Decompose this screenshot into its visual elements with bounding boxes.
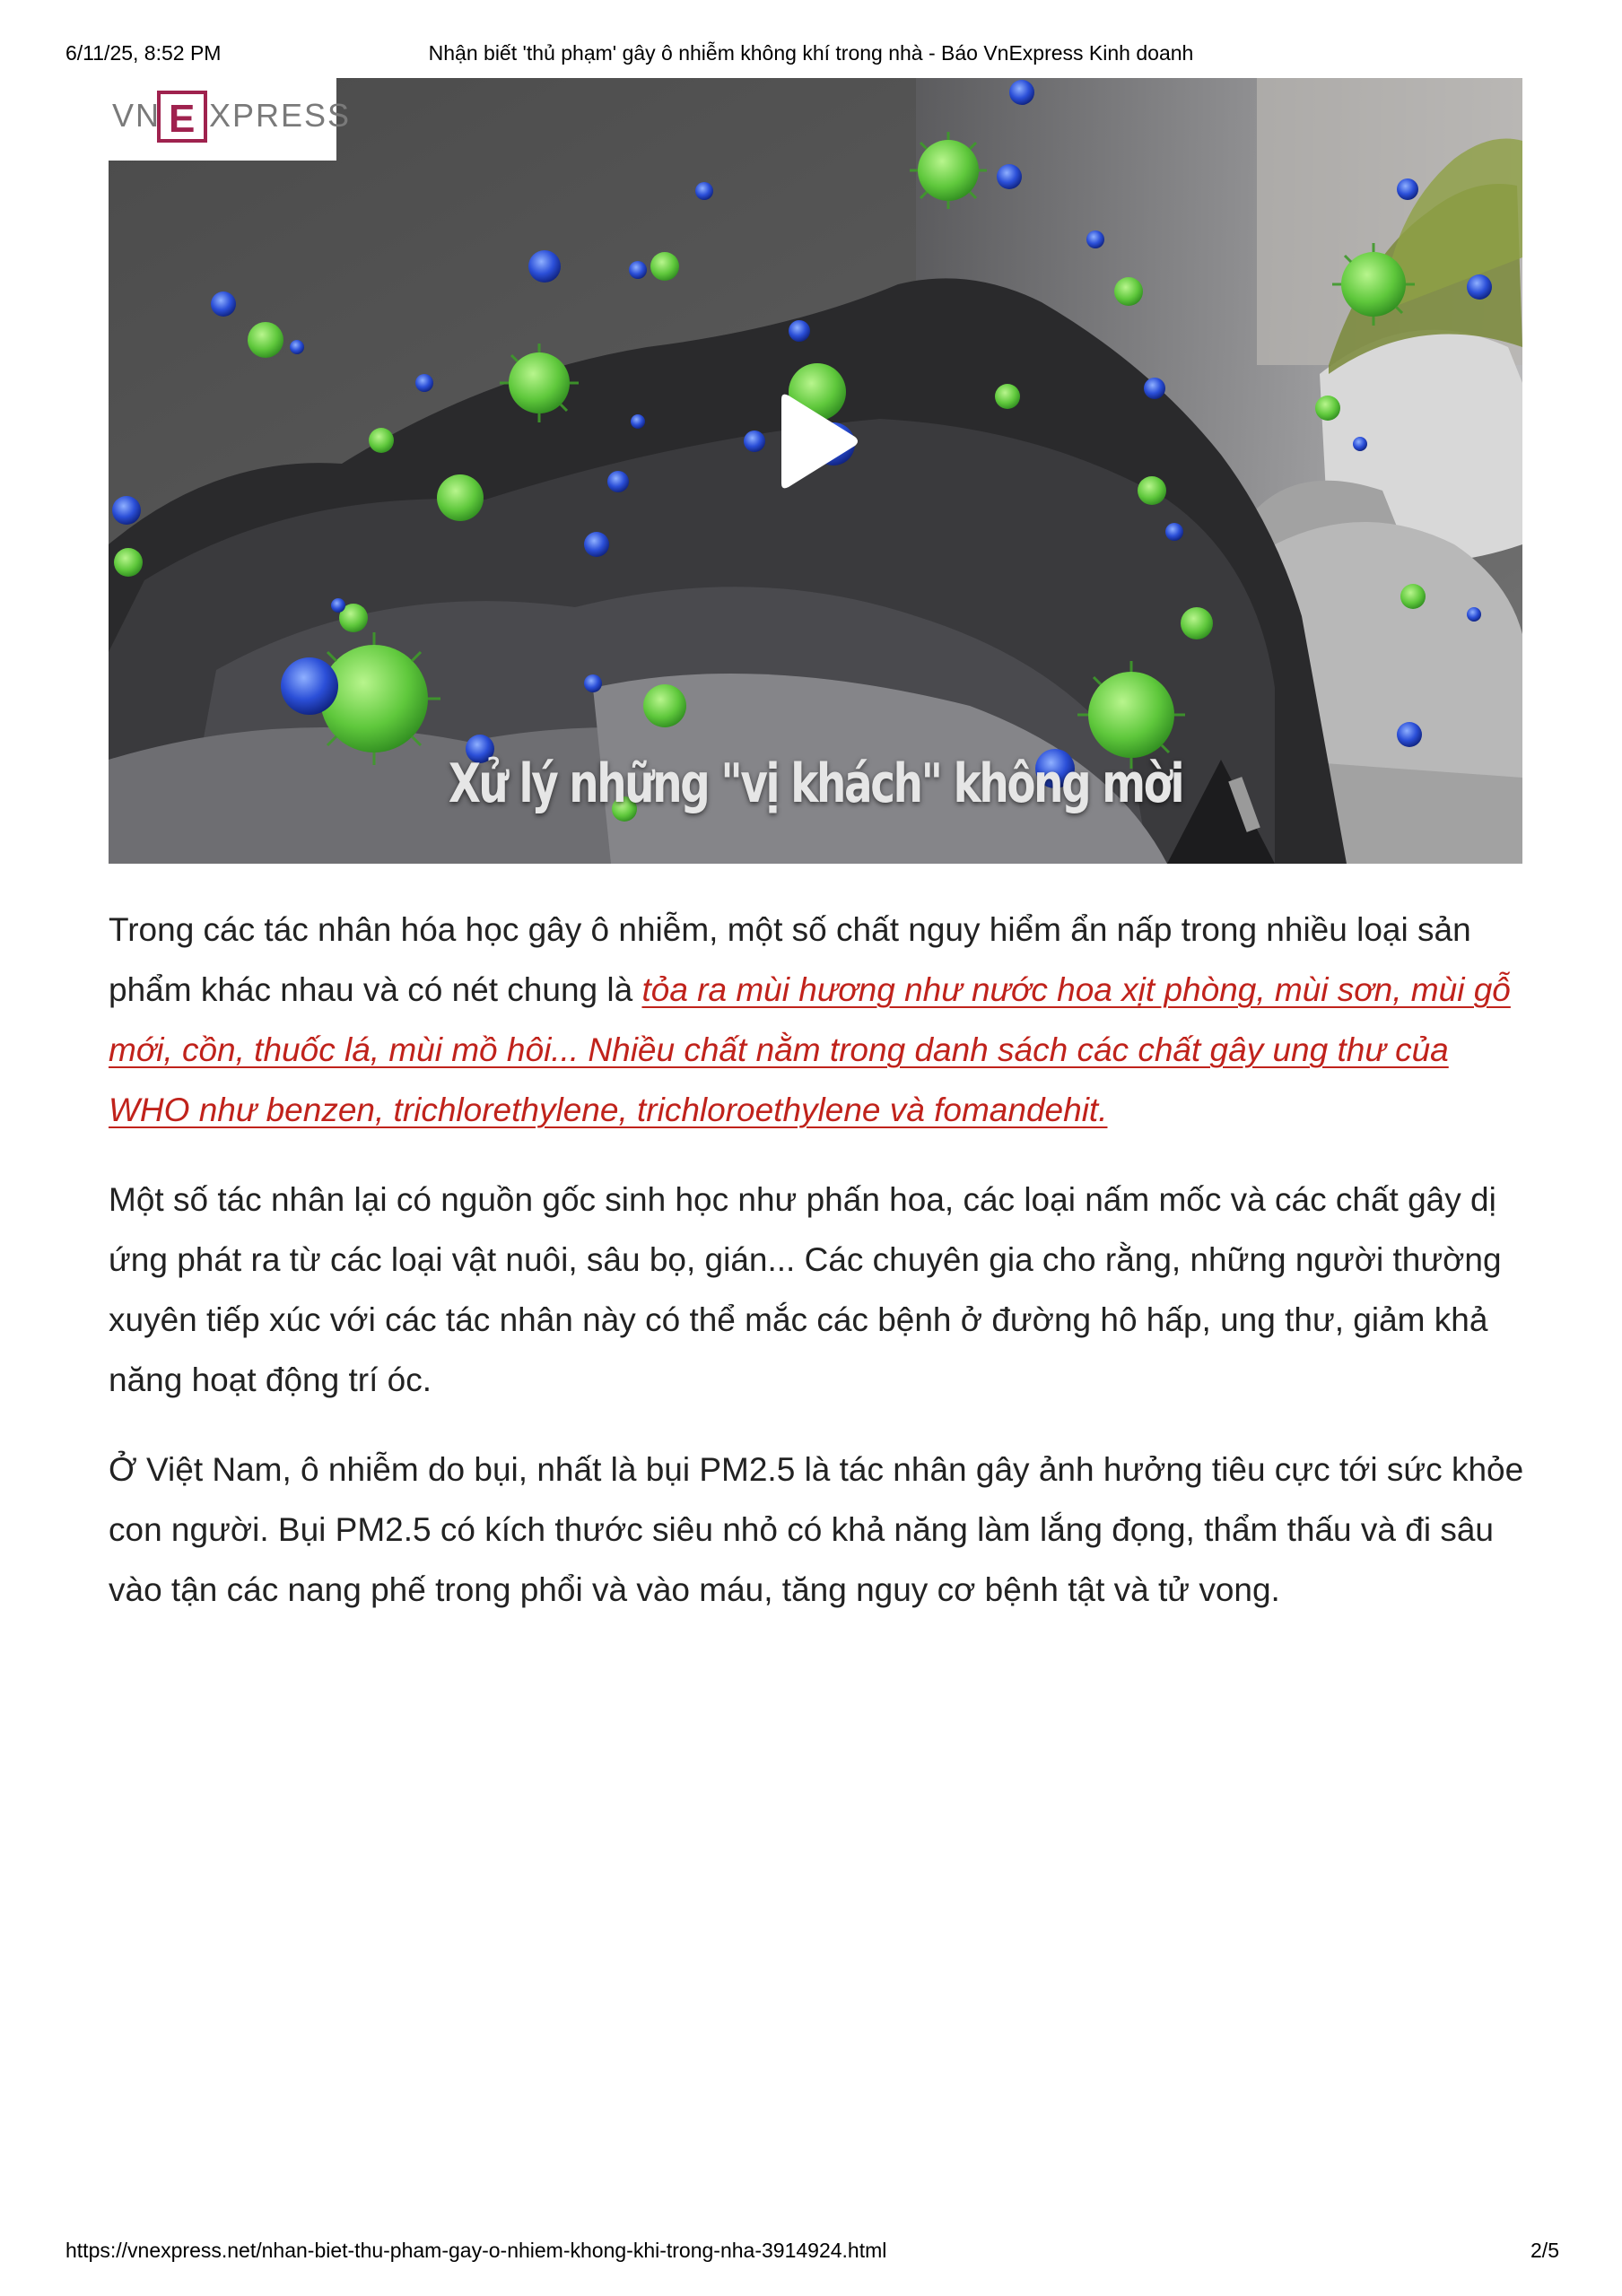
article-paragraph: Một số tác nhân lại có nguồn gốc sinh học như phấn hoa, các loại nấm mốc và các chất gây dị ứng phát ra từ các loại vật nuôi, sâu bọ, gián... Các chuyên gia cho rằng, những người thường xuyên tiếp xúc với các tác nhân này có thể mắc các bệnh ở đường hô hấp, ung thư, giảm khả năng hoạt động trí óc.: [109, 1181, 1502, 1398]
video-caption: Xử lý những "vị khách" không mời: [448, 752, 1183, 815]
print-page-url: https://vnexpress.net/nhan-biet-thu-pham-gay-o-nhiem-khong-khi-trong-nha-3914924.html: [65, 2239, 887, 2262]
article-body: [109, 900, 1526, 1649]
virus-cluster-graphic: [114, 132, 1426, 822]
svg-text:XPRESS: XPRESS: [209, 97, 352, 134]
article-paragraph: Ở Việt Nam, ô nhiễm do bụi, nhất là bụi PM2.5 là tác nhân gây ảnh hưởng tiêu cực tới sức khỏe con người. Bụi PM2.5 có kích thước siêu nhỏ có khả năng làm lắng đọng, thẩm thấu và đi sâu vào tận các nang phế trong phổi và vào máu, tăng nguy cơ bệnh tật và tử vong.: [109, 1451, 1524, 1608]
article-paragraph: [109, 900, 1526, 1140]
article-inline-link[interactable]: tỏa ra mùi hương như nước hoa xịt phòng, mùi sơn, mùi gỗ mới, cồn, thuốc lá, mùi mồ hôi... Nhiều chất nằm trong danh sách các chất gây ung thư của WHO như benzen, trichlorethylene, trichloroethylene và fomandehit.: [109, 971, 1511, 1128]
svg-text:E: E: [169, 97, 196, 141]
play-button[interactable]: [771, 392, 860, 491]
print-header: [0, 41, 1622, 68]
play-icon: [771, 392, 860, 491]
print-datetime: 6/11/25, 8:52 PM: [65, 41, 222, 65]
svg-text:VN: VN: [112, 97, 161, 134]
paragraph-text: Trong các tác nhân hóa học gây ô nhiễm, một số chất nguy hiểm ẩn nấp trong nhiều loại sản phẩm khác nhau và có nét chung là: [109, 911, 1471, 1008]
vnexpress-logo: [109, 78, 352, 161]
article-video-player[interactable]: [109, 78, 1522, 864]
print-page-number: 2/5: [1530, 2239, 1559, 2262]
print-page-title: Nhận biết 'thủ phạm' gây ô nhiễm không khí trong nhà - Báo VnExpress Kinh doanh: [428, 41, 1194, 65]
